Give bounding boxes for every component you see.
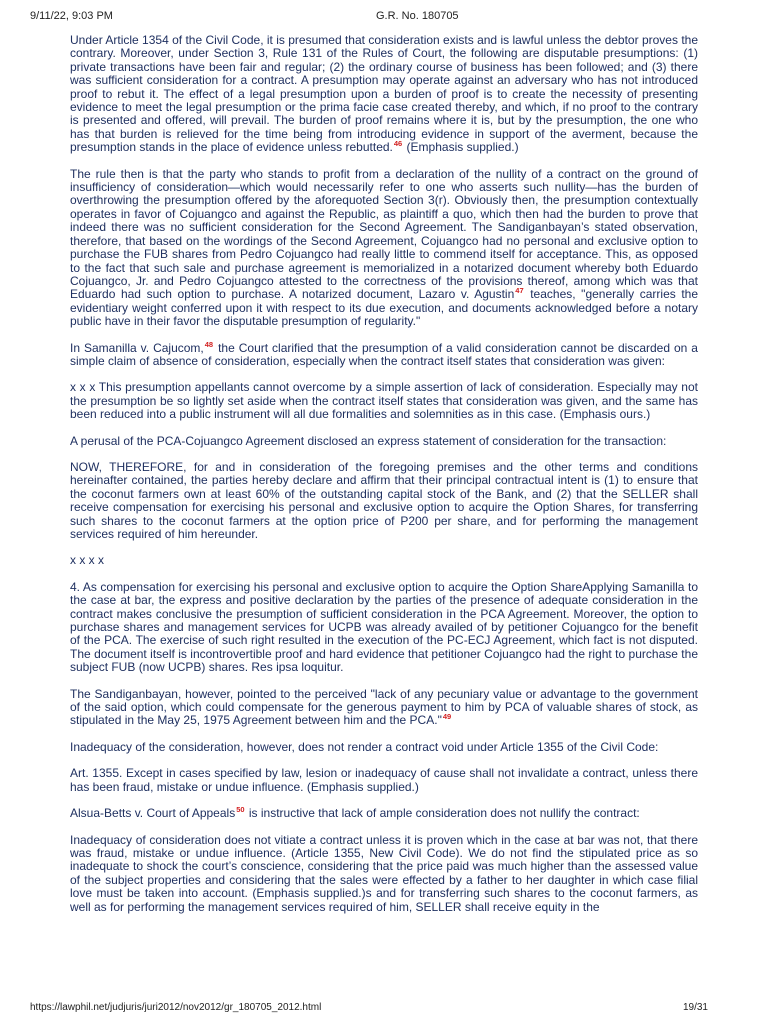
footnote-ref-46[interactable]: 46 bbox=[393, 139, 403, 149]
ellipsis-marker: x x x x bbox=[70, 553, 105, 568]
source-url: https://lawphil.net/judjuris/juri2012/nov2012/gr_180705_2012.html bbox=[30, 1002, 322, 1013]
footnote-ref-47[interactable]: 47 bbox=[515, 286, 524, 296]
quote-article-1355: Art. 1355. Except in cases specified by law, lesion or inadequacy of cause shall not invalidate a contract, unless there has been fraud, mistake or undue influence. (Emphasis supplied.) bbox=[70, 766, 698, 794]
paragraph-sandiganbayan: The Sandiganbayan, however, pointed to the perceived "lack of any pecuniary value or advantage to the government of the said option, which could compensate for the generous payment to him by PCA of valuable shares of stock, as stipulated in the May 25, 1975 Agreement between him and the PCA."$^{49}$ bbox=[70, 686, 698, 728]
page-number: 19/31 bbox=[682, 1002, 708, 1013]
document-body bbox=[70, 34, 698, 914]
footnote-ref-50[interactable]: 50 bbox=[236, 805, 245, 815]
paragraph-burden-of-proof: The rule then is that the party who stands to profit from a declaration of the nullity of a contract on the ground of insufficiency of consideration—which would necessarily refer to one who asserts such nullity—has the burden of overthrowing the presumption offered by the aforequoted Section 3(r). Obviously then, the presumption contextually operates in favor of Cojuangco and against the Republic, as plaintiff a quo, which then had the burden to prove that indeed there was no sufficient consideration for the Second Agreement. The Sandiganbayan’s stated observation, therefore, that based on the wordings of the Second Agreement, Cojuangco had no personal and exclusive option to purchase the FUB shares from Pedro Cojuangco had really little to commend itself for acceptance. This, as opposed to the fact that such sale and purchase agreement is memorialized in a notarized document whereby both Eduardo Cojuangco, Jr. and Pedro Cojuangco attested to the correctness of the provisions thereof, among which was that Eduardo had such option to purchase. A notarized document, Lazaro v. Agustin$^{47}$ teaches, "generally carries the evidentiary weight conferred upon it with respect to its due execution, and documents acknowledged before a notary public have in their favor the disputable presumption of regularity." bbox=[70, 166, 699, 329]
quote-agreement: NOW, THEREFORE, for and in consideration of the foregoing premises and the other terms and conditions hereinafter contained, the parties hereby declare and affirm that their principal contractual intent is (1) to ensure that the coconut farmers own at least 60% of the outstanding capital stock of the Bank, and (2) that the SELLER shall receive compensation for exercising his personal and exclusive option to acquire the Option Shares, for transferring such shares to the coconut farmers at the option price of P200 per share, and for performing the management services required of him hereunder. bbox=[70, 459, 698, 541]
paragraph-article-1354: Under Article 1354 of the Civil Code, it is presumed that consideration exists and is lawful unless the debtor proves the contrary. Moreover, under Section 3, Rule 131 of the Rules of Court, the following are disputable presumptions: (1) private transactions have been fair and regular; (2) the ordinary course of business has been followed; and (3) there was sufficient consideration for a contract. A presumption may operate against an adversary who has not introduced proof to rebut it. The effect of a legal presumption upon a burden of proof is to create the necessity of presenting evidence to meet the legal presumption or the prima facie case created thereby, and which, if no proof to the contrary is presented and offered, will prevail. The burden of proof remains where it is, but by the presumption, the one who has that burden is relieved for the time being from introducing evidence in support of the averment, because the presumption stands in the place of evidence unless rebutted.$^{46}$ (Emphasis supplied.) bbox=[70, 33, 698, 155]
print-header bbox=[0, 0, 768, 36]
quote-samanilla: x x x This presumption appellants cannot overcome by a simple assertion of lack of consideration. Especially may not the presumption be so lightly set aside when the contract itself states that consideration was given, and the same has been reduced into a public instrument will all due formalities and solemnities as in this case. (Emphasis ours.) bbox=[70, 380, 698, 422]
print-datetime: 9/11/22, 9:03 PM bbox=[30, 10, 113, 22]
paragraph-inadequacy: Inadequacy of the consideration, however, does not render a contract void under Article 1355 of the Civil Code: bbox=[70, 739, 659, 754]
quote-alsua-betts: Inadequacy of consideration does not vitiate a contract unless it is proven which in the case at bar was not, that there was fraud, mistake or undue influence. (Article 1355, New Civil Code). We do not find the stipulated price as so inadequate to shock the court’s conscience, considering that the price paid was much higher than the assessed value of the subject properties and considering that the sales were effected by a father to her daughter in which case filial love must be taken into account. (Emphasis supplied.)s and for transferring such shares to the coconut farmers, as well as for performing the management services required of him, SELLER shall receive equity in the bbox=[70, 832, 698, 914]
paragraph-alsua-betts: Alsua-Betts v. Court of Appeals$^{50}$ is instructive that lack of ample consideration does not nullify the contract: bbox=[70, 805, 640, 821]
document-title: G.R. No. 180705 bbox=[376, 10, 459, 22]
footnote-ref-48[interactable]: 48 bbox=[204, 339, 214, 349]
footnote-ref-49[interactable]: 49 bbox=[442, 712, 452, 722]
print-footer bbox=[0, 996, 768, 1024]
paragraph-samanilla: In Samanilla v. Cajucom,$^{48}$ the Court clarified that the presumption of a valid consideration cannot be discarded on a simple claim of absence of consideration, especially when the contract itself states that consideration was given: bbox=[70, 339, 698, 368]
paragraph-compensation: 4. As compensation for exercising his personal and exclusive option to acquire the Option ShareApplying Samanilla to the case at bar, the express and positive declaration by the parties of the presence of adequate consideration in the contract makes conclusive the presumption of sufficient consideration in the PCA Agreement. Moreover, the option to purchase shares and management services for UCPB was already availed of by petitioner Cojuangco for the benefit of the PCA. The exercise of such right resulted in the execution of the PC-ECJ Agreement, which fact is not disputed. The document itself is incontrovertible proof and hard evidence that petitioner Cojuangco had the right to purchase the subject FUB (now UCPB) shares. Res ipsa loquitur. bbox=[70, 579, 698, 675]
paragraph-perusal: A perusal of the PCA-Cojuangco Agreement disclosed an express statement of consideration for the transaction: bbox=[70, 433, 667, 448]
